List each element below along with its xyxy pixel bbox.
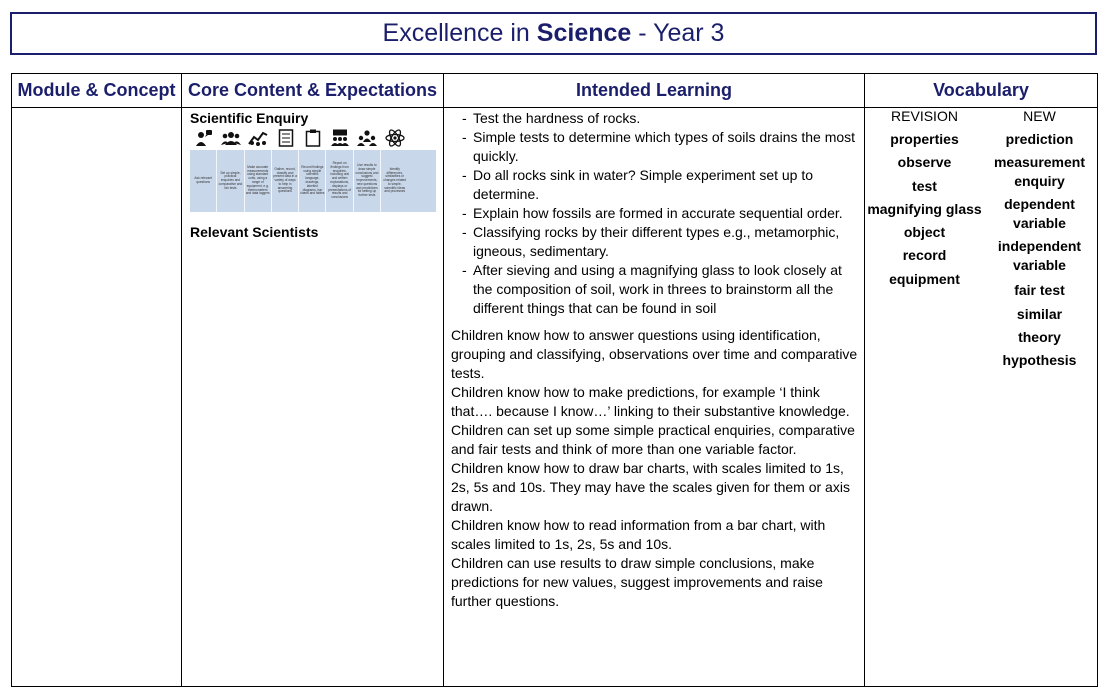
module-cell: [12, 108, 182, 687]
page-title: [10, 12, 1097, 55]
enquiry-icon-row: [190, 127, 436, 149]
scientists-heading: Relevant Scientists: [190, 224, 319, 240]
enquiry-step: Ask relevant questions: [190, 150, 217, 212]
list-item: - Explain how fossils are formed in accurate sequential order.: [463, 204, 858, 223]
vocab-word: object: [903, 224, 946, 241]
vocab-new-column: [982, 108, 1097, 372]
vocab-word: test: [912, 177, 937, 194]
vocab-revision-column: [865, 108, 982, 372]
list-item: - Simple tests to determine which types of soils drains the most quickly.: [463, 128, 858, 166]
enquiry-step: Report on findings from enquiries, including oral and written explanations, displays or presentations of results and conclusions: [326, 150, 353, 212]
vocab-revision-label: REVISION: [891, 108, 958, 124]
enquiry-steps-strip: [190, 150, 436, 212]
col-header-vocabulary: Vocabulary: [865, 74, 1098, 108]
enquiry-step: Identify differences, similarities or changes related to simple, scientific ideas and processes: [383, 166, 407, 194]
enquiry-step: Use results to draw simple conclusions and suggest improvements, new questions and predictions for setting up further tests: [354, 150, 381, 212]
vocab-word: magnifying glass: [867, 200, 982, 217]
col-header-learning: Intended Learning: [444, 74, 865, 108]
clipboard-icon: [299, 127, 326, 149]
title-prefix: Excellence in: [382, 19, 530, 47]
content-row: [12, 108, 1098, 687]
learning-paragraph: Children can set up some simple practical enquiries, comparative and fair tests and think of more than one variable factor.: [451, 422, 855, 457]
vocab-word: fair test: [1014, 282, 1065, 299]
learning-paragraph: Children know how to draw bar charts, with scales limited to 1s, 2s, 5s and 10s. They may have the scales given for them or axis drawn.: [451, 460, 850, 514]
col-header-module: Module & Concept: [12, 74, 182, 108]
list-item: - Classifying rocks by their different types e.g., metamorphic, igneous, sedimentary.: [463, 223, 858, 261]
core-cell: [182, 108, 444, 687]
enquiry-step: Make accurate measurements using standard units, using a range of equipment, e.g. thermometers and data loggers: [245, 150, 272, 212]
curriculum-table: [11, 73, 1098, 687]
learning-cell: [444, 108, 865, 687]
vocab-word: observe: [897, 154, 952, 171]
list-item: - After sieving and using a magnifying glass to look closely at the composition of soil, work in threes to brainstorm all the different things that can be found in soil: [463, 261, 858, 318]
vocab-word: equipment: [889, 270, 960, 287]
vocab-word: independent variable: [997, 238, 1082, 274]
vocab-word: theory: [1018, 328, 1061, 345]
present-icon: [326, 127, 353, 149]
enquiry-step: Set up simple, practical enquiries and comparative and fair tests: [217, 150, 244, 212]
enquiry-step: Record findings using simple scientific language, drawings, labelled diagrams, bar charts and tables: [299, 150, 326, 212]
title-suffix: - Year 3: [638, 19, 725, 47]
measure-icon: [245, 127, 272, 149]
ask-icon: [190, 127, 217, 149]
checklist-icon: [272, 127, 299, 149]
col-header-core: Core Content & Expectations: [182, 74, 444, 108]
vocab-new-label: NEW: [1023, 108, 1056, 124]
enquiry-heading: Scientific Enquiry: [190, 110, 309, 126]
learning-paragraph: Children know how to read information from a bar chart, with scales limited to 1s, 2s, 5s and 10s.: [451, 517, 826, 552]
team-icon: [354, 127, 381, 149]
learning-paragraph: Children can use results to draw simple conclusions, make predictions for new values, suggest improvements and raise further questions.: [451, 555, 823, 609]
vocab-word: similar: [1016, 305, 1063, 322]
vocab-word: measurement enquiry: [993, 154, 1086, 190]
vocabulary-cell: [865, 108, 1098, 687]
group-icon: [217, 127, 244, 149]
vocab-word: dependent variable: [1004, 196, 1075, 232]
vocab-word: prediction: [1005, 131, 1074, 147]
list-item: - Do all rocks sink in water? Simple experiment set up to determine.: [463, 166, 858, 204]
header-row: [12, 74, 1098, 108]
learning-paragraph: Children know how to answer questions using identification, grouping and classifying, observations over time and comparative tests.: [451, 327, 858, 381]
learning-paragraph: Children know how to make predictions, for example ‘I think that…. because I know…’ linking to their substantive knowledge.: [451, 384, 850, 419]
learning-bullets: [463, 109, 858, 318]
vocab-word: hypothesis: [1002, 352, 1077, 369]
list-item: - Test the hardness of rocks.: [463, 109, 858, 128]
vocab-word: record: [902, 247, 947, 264]
enquiry-step: Gather, record, classify and present data in a variety of ways to help in answering questions: [272, 150, 299, 212]
vocab-word: properties: [890, 131, 959, 147]
title-subject: Science: [536, 19, 632, 47]
atom-icon: [381, 127, 408, 149]
